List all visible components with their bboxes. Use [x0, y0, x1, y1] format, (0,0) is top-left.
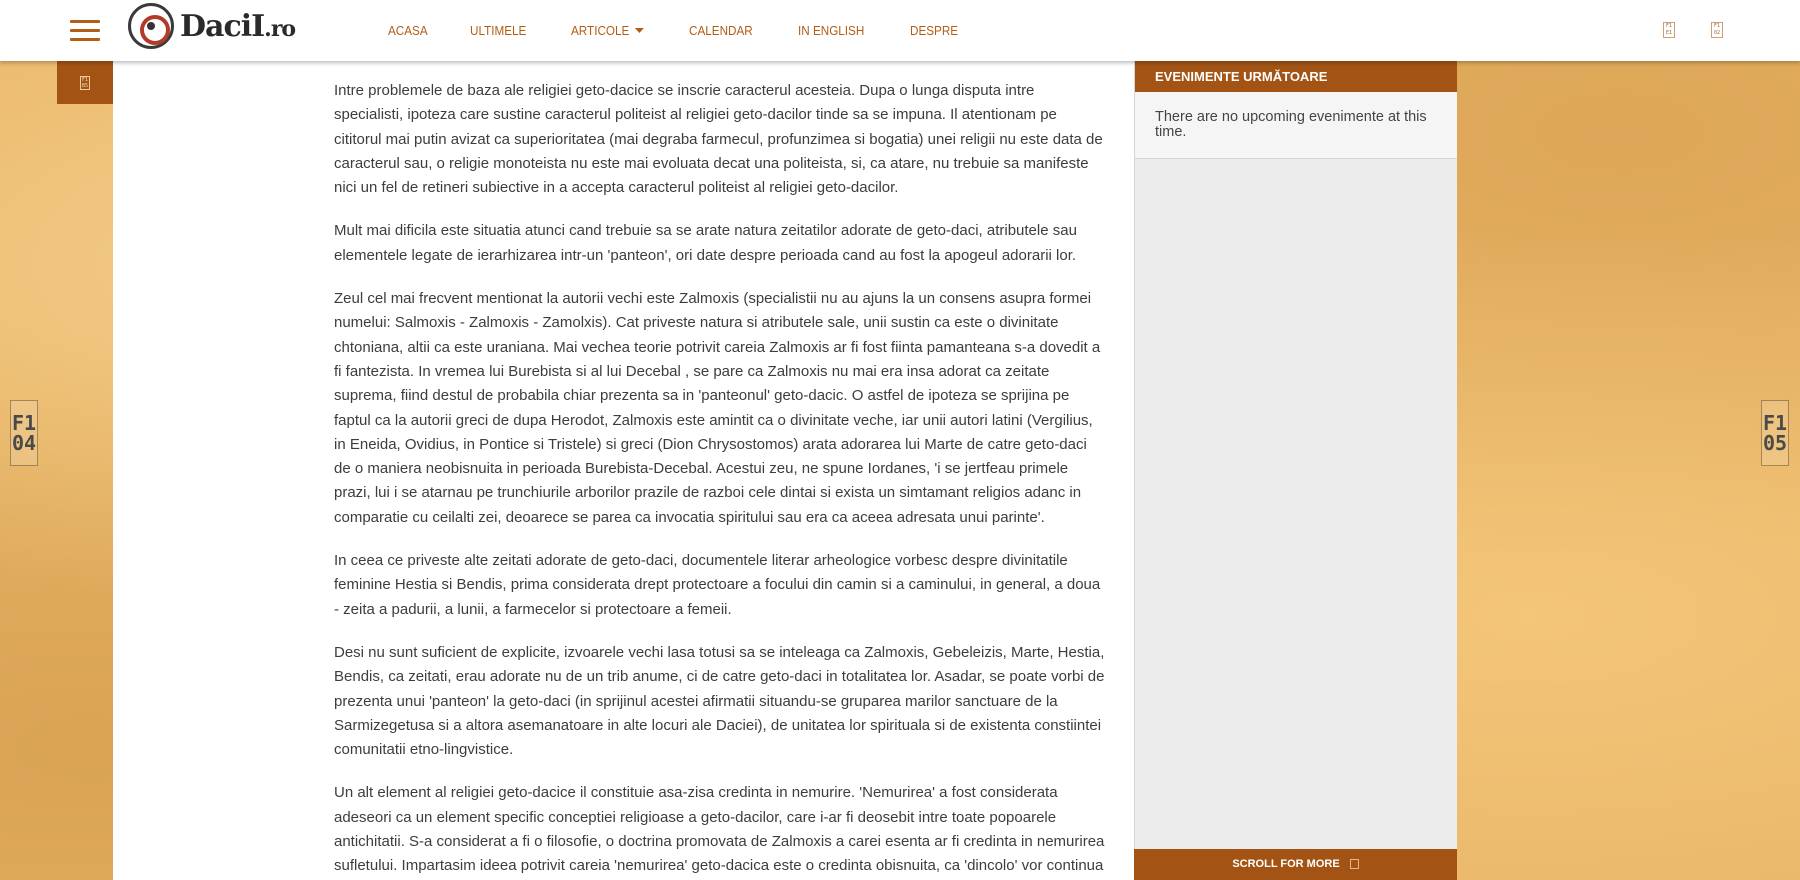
user-icon[interactable]: F1 02 [1711, 22, 1723, 38]
no-events-message: There are no upcoming evenimente at this time. [1135, 92, 1457, 159]
nav-item-acasa[interactable]: ACASA [388, 23, 428, 38]
scroll-for-more-label: SCROLL FOR MORE [1232, 858, 1340, 870]
nav-item-despre[interactable]: DESPRE [909, 23, 959, 38]
article-paragraph: Zeul cel mai frecvent mentionat la autorii vechi este Zalmoxis (specialistii nu au ajuns la un consens asupra formei numelui: Salmoxis - Zalmoxis - Zamolxis). Cat priveste natura si atributele sale, unii sustin ca este o divinitate chtoniana, altii ca este uraniana. Mai vechea teorie potrivit careia Zalmoxis ar fi fost fiinta pamanteana s-a dovedit a fi fantezista. In vremea lui Burebista si al lui Decebal , se pare ca Zalmoxis nu mai era insa adorat ca zeitate suprema, fiind destul de probabila chiar prezenta sa in 'panteonul' geto-dacic. O astfel de ipoteza se sprijina pe faptul ca la autorii greci de dupa Herodot, Zalmoxis este amintit ca o divinitate veche, iar unii autori latini (Vergilius, in Eneida, Ovidius, in Pontice si Tristele) si greci (Dion Chrysostomos) arata adorarea lui Marte de catre geto-daci de o maniera neobisnuita in perioada Burebista-Decebal. Acestui zeu, ne spune Iordanes, 'i se jertfeau primele prazi, lui i se atarnau pe trunchiurile arborilor prazile de razboi cele dintai si exista un simtamant religios adanc in comparatie cu ceilalti zei, deoarece se parea ca invocatia spiritului sau era ca aceea adresata unui parinte'. [334, 290, 1101, 526]
left-column [113, 61, 321, 880]
sidebar-title: EVENIMENTE URMĂTOARE [1135, 61, 1457, 92]
home-icon: F1 B5 [81, 76, 89, 89]
article-paragraph: Desi nu sunt suficient de explicite, izvoarele vechi lasa totusi sa se inteleaga ca Zalmoxis, Gebeleizis, Marte, Hestia, Bendis, ca zeitati, erau adorate nu de un trib anume, ci de catre geto-daci in totalitatea lor. Asadar, se poate vorbi de prezenta unui 'panteon' la geto-daci (in sprijinul acestei afirmatii situandu-se gruparea marilor sanctuare de la Sarmizegetusa si a altora asemanatoare in alte locuri ale Daciei), de unitatea lor spirituala si de existenta constiintei comunitatii etno-lingvistice. [334, 643, 1105, 759]
article-paragraph: In ceea ce priveste alte zeitati adorate de geto-daci, documentele literar arheologice vorbesc despre divinitatile feminine Hestia si Bendis, prima considerata drept protectoare a focului din camin si a caminului, in general, a doua - zeita a padurii, a lunii, a farmecelor si protectoare a femeii. [334, 552, 1101, 618]
logo-text: DaciI.ro [180, 8, 296, 44]
arrow-down-icon [1350, 859, 1359, 869]
home-button[interactable] [57, 61, 113, 104]
article-paragraph: Mult mai dificila este situatia atunci cand trebuie sa se arate natura zeitatilor adorate de geto-daci, atributele sau elementele legate de ierarhizarea intr-un 'panteon', ori date despre perioada cand au fost la apogeul adorarii lor. [334, 222, 1077, 264]
article-content [321, 61, 1134, 880]
nav-item-calendar[interactable]: CALENDAR [689, 23, 754, 38]
next-article-button[interactable]: F1 05 [1761, 400, 1789, 466]
main-nav [388, 0, 1001, 61]
prev-article-button[interactable]: F1 04 [10, 400, 38, 466]
menu-icon[interactable] [70, 20, 100, 42]
chevron-down-icon [634, 28, 643, 33]
events-sidebar [1134, 61, 1457, 880]
nav-item-in-english[interactable]: IN ENGLISH [798, 23, 865, 38]
article-paragraph: Un alt element al religiei geto-dacice il constituie asa-zisa credinta in nemurire. 'Nemurirea' a fost considerata adeseori ca un element specific conceptiei religioase a geto-dacilor, care i-ar fi deosebit intre toate popoarele antichitatii. S-a considerat a fi o filosofie, o doctrina promovata de Zalmoxis a carei esenta ar fi credinta in nemurirea sufletului. Impartasim ideea potrivit careia 'nemurirea' geto-dacica este o credinta obisnuita, ca 'dincolo' vor continua [334, 784, 1105, 875]
logo-emblem-icon [128, 3, 174, 49]
site-header [0, 0, 1800, 61]
scroll-for-more-button[interactable] [1134, 849, 1457, 880]
nav-item-articole[interactable]: ARTICOLE [571, 23, 644, 38]
nav-item-ultimele[interactable]: ULTIMELE [470, 23, 527, 38]
search-icon[interactable]: F1 E1 [1663, 22, 1675, 38]
site-logo[interactable] [128, 2, 295, 50]
article-paragraph: Intre problemele de baza ale religiei geto-dacice se inscrie caracterul acesteia. Dupa o lunga disputa intre specialisti, ipoteza care sustine caracterul politeist al religiei geto-dacilor tinde sa se impuna. Il atentionam pe cititorul mai putin avizat ca superioritatea (mai degraba farmecul, profunzimea si bogatia) unei religii nu este data de caracterul sau, o religie monoteista nu este mai evoluata decat una politeista, si, ca atare, nu trebuie sa manifeste nici un fel de retineri subiective in a accepta caracterul politeist al religiei geto-dacilor. [334, 82, 1103, 197]
